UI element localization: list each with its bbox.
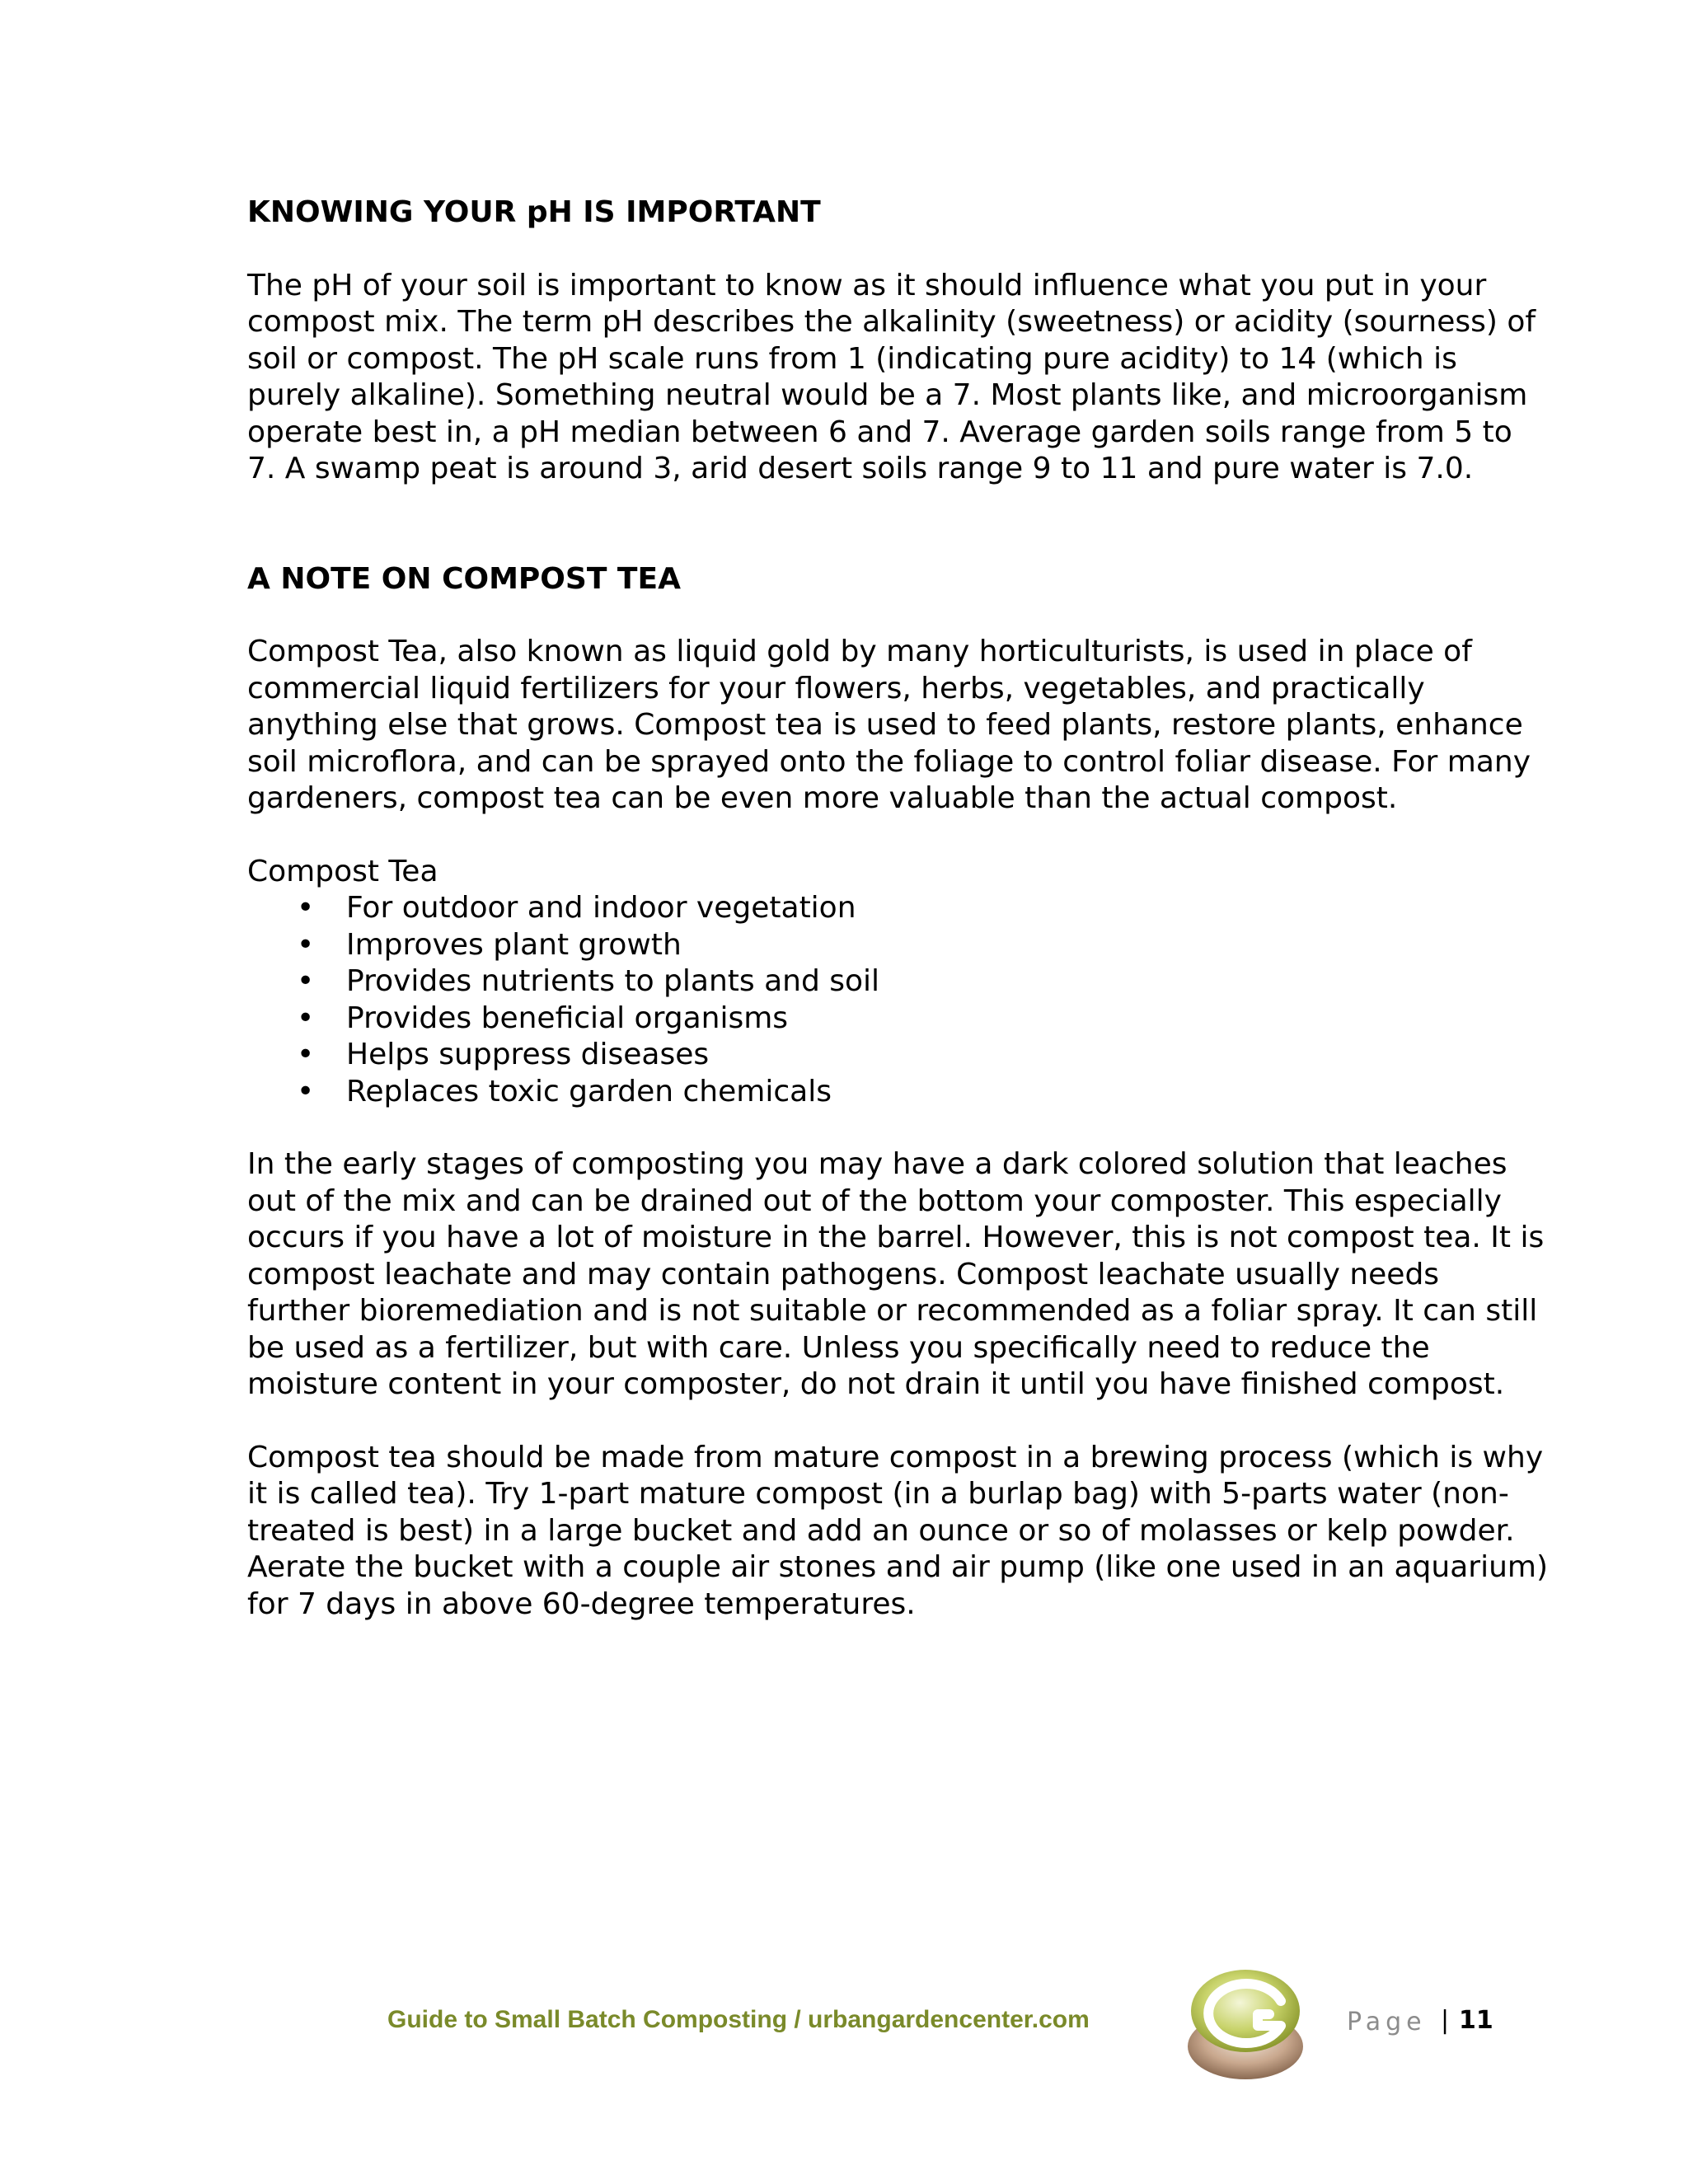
list-item: • Replaces toxic garden chemicals xyxy=(247,1074,1550,1111)
paragraph-leachate: In the early stages of composting you may have a dark colored solution that leaches out of the mix and can be drained out of the bottom your composter. This especially occurs if you have a lot of moisture in the barrel. However, this is not compost tea. It is compost leachate and may contain pathogens. Compost leachate usually needs further bioremediation and is not suitable or recommended as a foliar spray. It can still be used as a fertilizer, but with care. Unless you specifically need to reduce the moisture content in your composter, do not drain it until you have finished compost. xyxy=(247,1147,1545,1401)
section-heading-ph: KNOWING YOUR pH IS IMPORTANT xyxy=(247,195,821,229)
footer-title: Guide to Small Batch Composting / urbangardencenter.com xyxy=(387,2006,1090,2033)
list-item: • Improves plant growth xyxy=(247,927,1550,964)
bullet-icon: • xyxy=(297,891,315,925)
section-heading-compost-tea: A NOTE ON COMPOST TEA xyxy=(247,561,681,596)
paragraph-ph: The pH of your soil is important to know as it should influence what you put in your compost mix. The term pH describes the alkalinity (sweetness) or acidity (sourness) of soil or compost. The pH scale runs from 1 (indicating pure acidity) to 14 (which is purely alkaline). Something neutral would be a 7. Most plants like, and microorganism operate best in, a pH median between 6 and 7. Average garden soils range from 5 to 7. A swamp peat is around 3, arid desert soils range 9 to 11 and pure water is 7.0. xyxy=(247,268,1536,485)
list-title: Compost Tea xyxy=(247,854,438,888)
page-number: 11 xyxy=(1459,2006,1493,2035)
bullet-icon: • xyxy=(297,927,315,962)
bullet-icon: • xyxy=(297,1001,315,1035)
bullet-icon: • xyxy=(297,1038,315,1071)
page-label: Page xyxy=(1347,2008,1427,2036)
paragraph-compost-tea-intro: Compost Tea, also known as liquid gold by many horticulturists, is used in place of commercial liquid fertilizers for your flowers, herbs, vegetables, and practically anything else that grows. Compost tea is used to feed plants, restore plants, enhance soil microflora, and can be sprayed onto the foliage to control foliar disease. For many gardeners, compost tea can be even more valuable than the actual compost. xyxy=(247,635,1531,815)
paragraph-brewing: Compost tea should be made from mature compost in a brewing process (which is why it is called tea). Try 1-part mature compost (in a burlap bag) with 5-parts water (non-treated is best) in a large bucket and add an ounce or so of molasses or kelp powder. Aerate the bucket with a couple air stones and air pump (like one used in an aquarium) for 7 days in above 60-degree temperatures. xyxy=(247,1440,1549,1621)
bullet-icon: • xyxy=(297,1074,315,1108)
urban-garden-center-logo-icon xyxy=(1184,1960,1307,2083)
bullet-icon: • xyxy=(297,964,315,998)
list-item: • For outdoor and indoor vegetation xyxy=(247,890,1550,927)
page-separator: | xyxy=(1441,2006,1450,2035)
list-item: • Provides nutrients to plants and soil xyxy=(247,963,1550,1001)
compost-tea-benefits-list xyxy=(247,890,1550,1110)
list-item: • Provides beneficial organisms xyxy=(247,1001,1550,1038)
page-content xyxy=(247,194,1550,1623)
page-footer xyxy=(387,1960,1541,2083)
list-item: • Helps suppress diseases xyxy=(247,1037,1550,1074)
